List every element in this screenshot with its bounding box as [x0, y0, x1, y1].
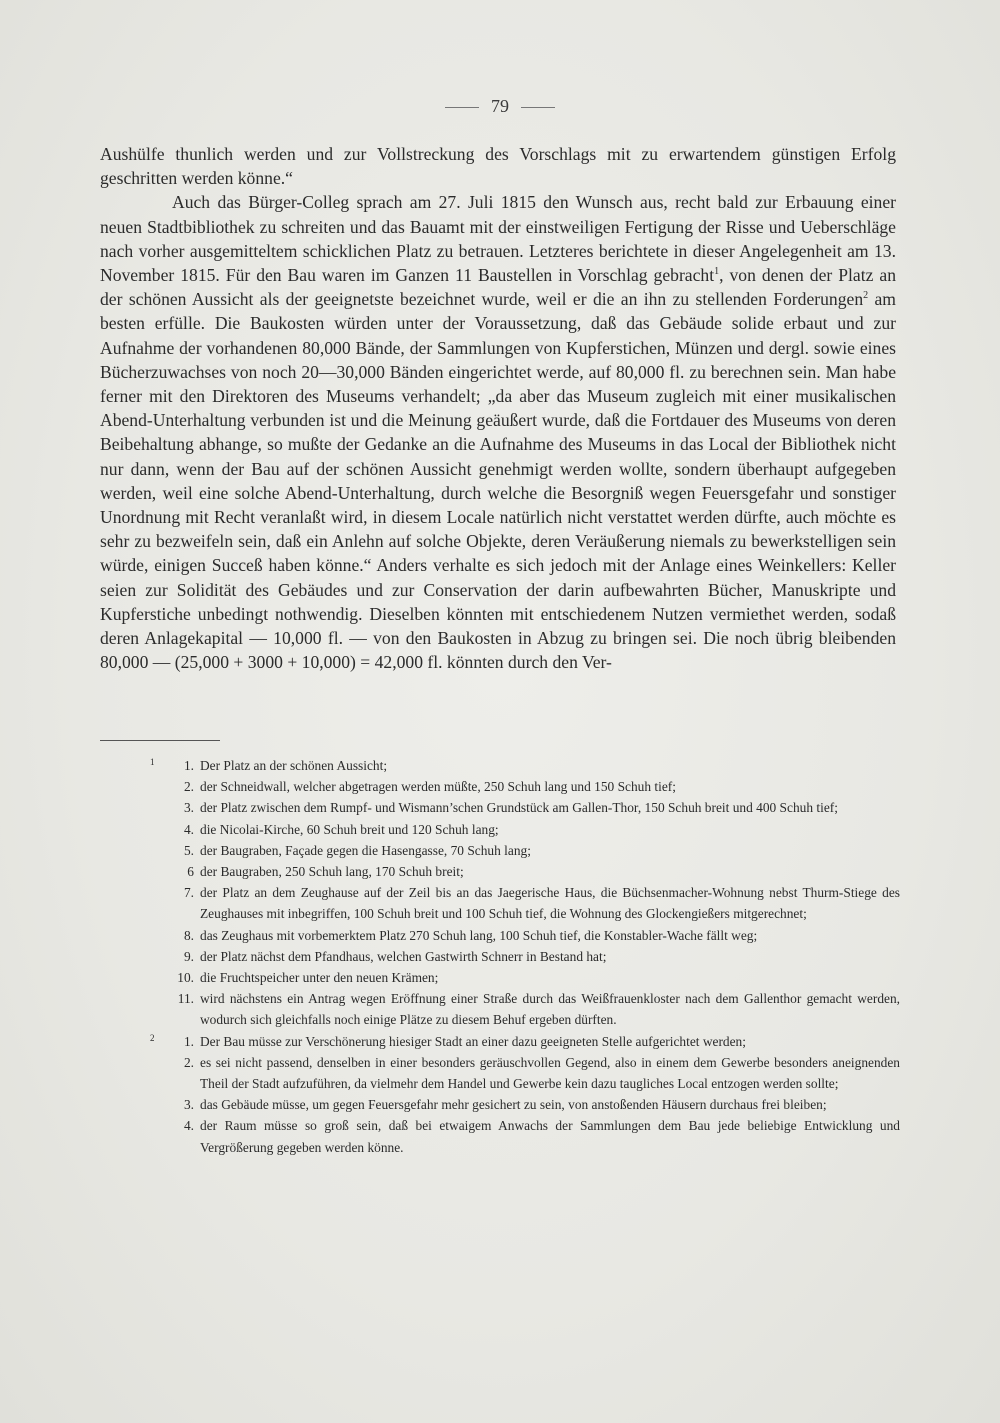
- footnote-item: [160, 925, 900, 946]
- footnote-item-text: die Fruchtspeicher unter den neuen Krämen;: [200, 970, 439, 986]
- paragraph-text: Auch das Bürger-Colleg sprach am 27. Juli 1815 den Wunsch aus, recht bald zur Erbauung einer neuen Stadtbibliothek zu schreiten und das Bauamt mit der einstweiligen Fertigung der Risse und Ueberschläge nach vorher ausgemitteltem schicklichen Platz zu betrauen. Letzteres berichtete in dieser Angelegenheit am 13. November 1815. Für den Bau waren im Ganzen 11 Baustellen in Vorschlag gebracht: [100, 192, 896, 286]
- footnote-item: [160, 776, 900, 797]
- footnote-item-text: der Schneidwall, welcher abgetragen werden müßte, 250 Schuh lang und 150 Schuh tief;: [200, 779, 676, 795]
- footnote-item-number: 8.: [183, 927, 194, 943]
- footnotes: [150, 755, 900, 1158]
- footnote-item: [160, 840, 900, 861]
- footnote-item: [160, 882, 900, 924]
- footnote-item-number: 6: [187, 864, 194, 880]
- header-dash-left: [445, 107, 479, 108]
- footnote-item-text: die Nicolai-Kirche, 60 Schuh breit und 120 Schuh lang;: [200, 821, 499, 837]
- footnote-item-text: Der Platz an der schönen Aussicht;: [200, 758, 388, 773]
- footnote-item-number: 11.: [177, 991, 194, 1007]
- footnote-item-number: 3.: [183, 1097, 194, 1113]
- footnote-item-text: der Platz an dem Zeughause auf der Zeil bis an das Jaegerische Haus, die Büchsenmacher-Wohnung nebst Thurm-Stiege des Zeughauses mit inbegriffen, 100 Schuh breit und 100 Schuh tief, die Wohnung des Glockengießers mitgerechnet;: [200, 885, 900, 922]
- footnote-item: [160, 1094, 900, 1115]
- paragraph-text: am besten erfülle. Die Baukosten würden unter der Voraussetzung, daß das Gebäude solide erbaut und zur Aufnahme der vorhandenen 80,000 Bände, der Sammlungen von Kupferstichen, Münzen und dergl. sowie eines Bücherzuwachses von noch 20—30,000 Bänden eingerichtet werde, auf 80,000 fl. zu berechnen sein. Man habe ferner mit den Direktoren des Museums verhandelt; „da aber das Museum zugleich mit einer musikalischen Abend-Unterhaltung verbunden ist und die Meinung geäußert wurde, daß die Fortdauer des Museums von deren Beibehaltung abhange, so mußte der Gedanke an die Aufnahme des Museums in das Local der Bibliothek nicht nur dann, wenn der Bau auf der schönen Aussicht genehmigt werden wollte, sondern überhaupt aufgegeben werden, weil eine solche Abend-Unterhaltung, durch welche die Besorgniß wegen Feuersgefahr und sonstiger Unordnung mit Recht veranlaßt wird, in diesem Locale natürlich nicht verstattet werden dürfte, auch möchte es sehr zu bezweifeln sein, daß ein Anlehn auf solche Objekte, deren Veräußerung niemals zu bewerkstelligen sein würde, einigen Succeß haben könne.“ Anders verhalte es sich jedoch mit der Anlage eines Weinkellers: Keller seien zur Solidität des Gebäudes und zur Conservation der darin aufbewahrten Bücher, Manuskripte und Kupferstiche unbedingt nothwendig. Dieselben könnten mit entschiedenem Nutzen vermiethet werden, sodaß deren Anlagekapital — 10,000 fl. — von den Baukosten in Abzug zu bringen sei. Die noch übrig bleibenden 80,000 — (25,000 + 3000 + 10,000) = 42,000 fl. könnten durch den Ver-: [100, 289, 896, 673]
- footnote-item-text: das Zeughaus mit vorbemerktem Platz 270 Schuh lang, 100 Schuh tief, die Konstabler-Wache fällt weg;: [200, 927, 758, 943]
- footnote-item-number: 10.: [177, 970, 194, 986]
- footnote-reference: 1: [714, 266, 720, 278]
- footnote-item-number: 2.: [183, 1054, 194, 1070]
- footnote-item-number: 2.: [183, 779, 194, 795]
- footnote-item: [160, 755, 900, 776]
- footnote-item: [160, 967, 900, 988]
- footnote-item: [160, 988, 900, 1030]
- page-header: [0, 96, 1000, 117]
- footnote-item: [160, 819, 900, 840]
- footnote-item: [160, 1031, 900, 1052]
- footnote-item-text: der Platz nächst dem Pfandhaus, welchen Gastwirth Schnerr in Bestand hat;: [200, 948, 607, 964]
- footnote-item-text: das Gebäude müsse, um gegen Feuersgefahr mehr gesichert zu sein, von anstoßenden Häusern durchaus frei bleiben;: [200, 1097, 827, 1113]
- footnote-item-text: der Baugraben, Façade gegen die Hasengasse, 70 Schuh lang;: [200, 842, 531, 858]
- footnote-item-text: Der Bau müsse zur Verschönerung hiesiger Stadt an einer dazu geeigneten Stelle aufgerichtet werden;: [200, 1033, 746, 1049]
- footnote-item-number: 4.: [183, 821, 194, 837]
- footnote-item: [160, 1052, 900, 1094]
- footnote-reference: 2: [863, 290, 869, 302]
- paragraph-text: , von denen der Platz an der schönen Aussicht als der geeignetste bezeichnet wurde, weil er die an ihn zu stellenden Forderungen: [100, 265, 896, 310]
- footnote-item-text: wird nächstens ein Antrag wegen Eröffnung einer Straße durch das Weißfrauenkloster nach dem Gallenthor gemacht werden, wodurch sich gleichfalls noch einige Plätze zu diesem Behuf ergeben dürften.: [200, 991, 900, 1028]
- footnote-item-text: es sei nicht passend, denselben in einer besonders geräuschvollen Gegend, also in einem dem Gewerbe besonders aneignenden Theil der Stadt aufzuführen, da vielmehr dem Handel und Gewerbe kein dazu taugliches Local entzogen werden sollte;: [200, 1054, 900, 1092]
- footnote-item-number: 7.: [183, 885, 194, 901]
- footnote-item: [160, 1115, 900, 1157]
- footnote-separator: [100, 740, 220, 741]
- footnote-item-number: 4.: [183, 1118, 194, 1134]
- footnote-group: [150, 755, 900, 1031]
- paragraph: Aushülfe thunlich werden und zur Vollstreckung des Vorschlags mit zu erwartendem günstigen Erfolg geschritten werden könne.“: [100, 144, 896, 189]
- main-text: [100, 142, 896, 674]
- footnote-item-number: 3.: [183, 800, 194, 816]
- footnote-group: [150, 1031, 900, 1158]
- header-dash-right: [521, 107, 555, 108]
- footnote-item-text: der Baugraben, 250 Schuh lang, 170 Schuh breit;: [200, 864, 464, 880]
- footnote-marker: 1: [150, 757, 155, 767]
- footnote-item-number: 1.: [183, 1033, 194, 1049]
- footnote-item: [160, 946, 900, 967]
- footnote-item-number: 9.: [183, 948, 194, 964]
- footnote-marker: 2: [150, 1032, 155, 1043]
- footnote-item: [160, 861, 900, 882]
- paragraph: [100, 190, 896, 674]
- page-number: 79: [491, 96, 509, 116]
- footnote-item-number: 5.: [183, 842, 194, 858]
- footnote-item-number: 1.: [183, 758, 194, 773]
- footnote-item-text: der Raum müsse so groß sein, daß bei etwaigem Anwachs der Sammlungen dem Bau jede beliebige Entwicklung und Vergrößerung gegeben werden könne.: [200, 1118, 900, 1155]
- footnote-item-text: der Platz zwischen dem Rumpf- und Wismann’schen Grundstück am Gallen-Thor, 150 Schuh breit und 400 Schuh tief;: [200, 800, 838, 816]
- footnote-item: [160, 797, 900, 818]
